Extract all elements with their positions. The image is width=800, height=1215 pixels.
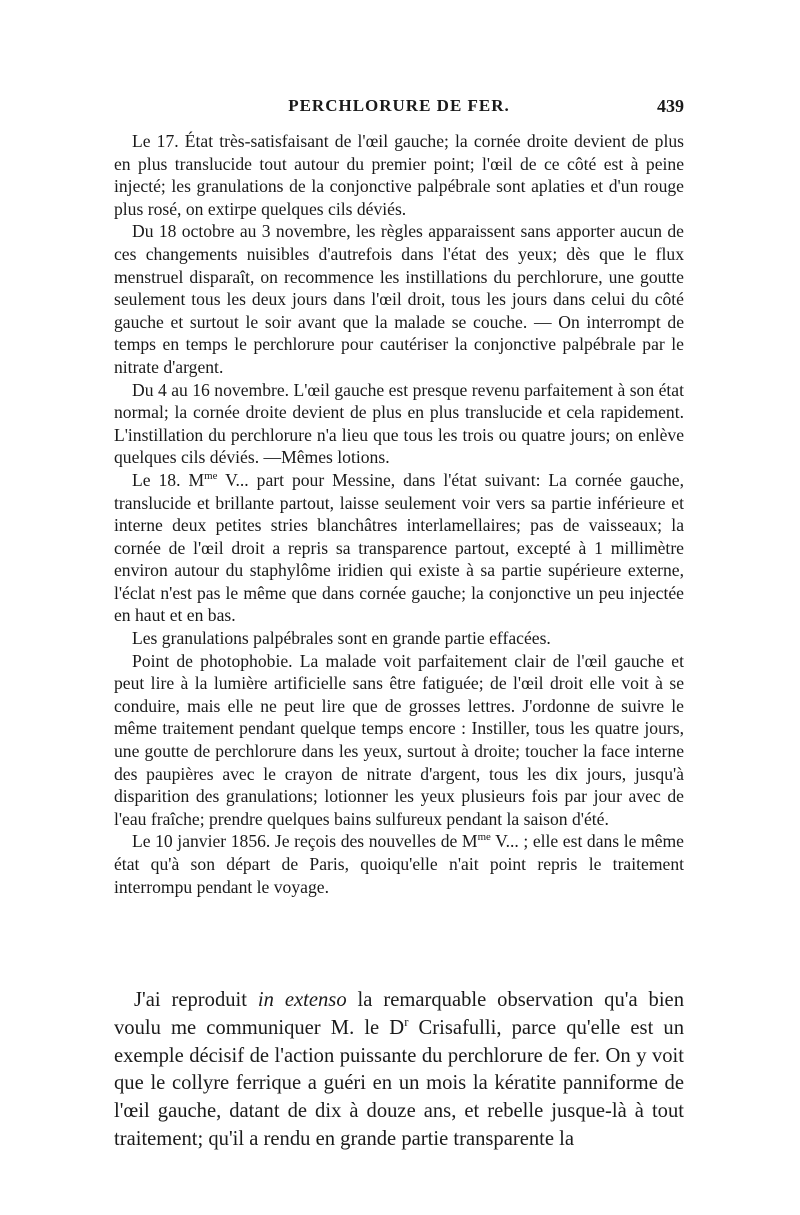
paragraph-day-18-departure: Le 18. $M^{me}$ V... part pour Messine, dans l'état suivant: La cornée gauche, translucide et brillante partout, laisse seulement voir vers sa partie inférieure et interne deux petites stries blanchâtres interlamellaires; pas de vaisseaux; la cornée de l'œil droit a repris sa transparence partout, excepté à 1 millimètre environ autour du staphylôme iridien qui existe à sa partie supérieure externe, l'éclat n'est pas le même que dans cornée gauche; la conjonctive un peu injectée en haut et en bas. <box>114 469 684 626</box>
running-header <box>114 96 684 118</box>
paragraph-october-november: Du 18 octobre au 3 novembre, les règles apparaissent sans apporter aucun de ces changements nuisibles d'autrefois dans l'état des yeux; dès que le flux menstruel disparaît, on recommence les instillations du perchlorure, une goutte seulement tous les deux jours dans l'œil droit, tous les jours dans celui du côté gauche et surtout le soir avant que la malade se couche. — On interrompt de temps en temps le perchlorure pour cautériser la conjonctive palpébrale par le nitrate d'argent. <box>114 221 684 377</box>
paragraph-granulations: Les granulations palpébrales sont en grande partie effacées. <box>132 628 551 649</box>
page-number: 439 <box>657 96 684 116</box>
paragraph-photophobia-treatment: Point de photophobie. La malade voit parfaitement clair de l'œil gauche et peut lire à la lumière artificielle sans être fatiguée; de l'œil droit elle voit à se conduire, mais elle ne peut lire que de grosses lettres. J'ordonne de suivre le même traitement pendant quelque temps encore : Instiller, tous les quatre jours, une goutte de perchlorure dans les yeux, surtout à droite; toucher la face interne des paupières avec le crayon de nitrate d'argent, tous les dix jours, jusqu'à disparition des granulations; lotionner les yeux plusieurs fois par jour avec de l'eau fraîche; prendre quelques bains sulfureux pendant la saison d'été. <box>114 650 684 829</box>
paragraph-commentary: J'ai reproduit in extenso la remarquable observation qu'a bien voulu me communiquer M. le $D^r$ Crisafulli, parce qu'elle est un exemple décisif de l'action puissante du perchlorure de fer. On y voit que le collyre ferrique a guéri en un mois la kératite panniforme de l'œil gauche, datant de dix à douze ans, et rebelle jusque-là à tout traitement; qu'il a rendu en grande partie transparente la <box>114 989 684 1150</box>
paragraph-day-17: Le 17. État très-satisfaisant de l'œil gauche; la cornée droite devient de plus en plus translucide tout autour du premier point; l'œil de ce côté est à peine injecté; les granulations de la conjonctive palpébrale sont aplaties et d'un rouge plus rosé, on extirpe quelques cils déviés. <box>114 131 684 219</box>
paragraph-january-1856: Le 10 janvier 1856. Je reçois des nouvelles de $M^{me}$ V... ; elle est dans le même état qu'à son départ de Paris, quoiqu'elle n'ait point repris le traitement interrompu pendant le voyage. <box>114 831 684 897</box>
commentary-text <box>114 987 684 1154</box>
running-title: PERCHLORURE DE FER. <box>288 96 510 115</box>
observation-text <box>114 130 684 898</box>
paragraph-november-4-16: Du 4 au 16 novembre. L'œil gauche est presque revenu parfaitement à son état normal; la cornée droite devient de plus en plus translucide et cela rapidement. L'instillation du perchlorure n'a lieu que tous les trois ou quatre jours; on enlève quelques cils déviés. —Mêmes lotions. <box>114 379 684 468</box>
